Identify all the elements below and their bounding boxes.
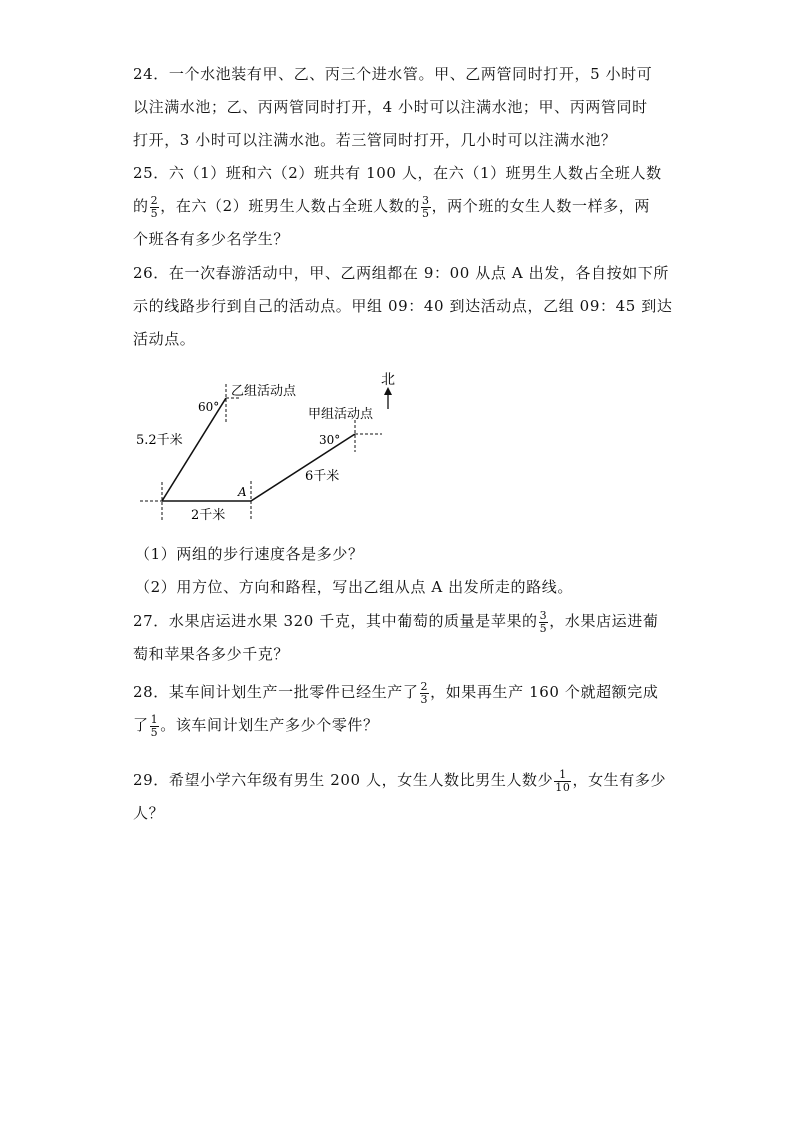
question-25 <box>133 157 681 256</box>
angle-jia-label: 30° <box>319 433 341 447</box>
q26-line-3: 活动点。 <box>133 330 196 348</box>
fraction-numerator: 2 <box>150 193 159 207</box>
q28-text-c: 了 <box>133 716 149 734</box>
q29-line-2: 人？ <box>133 804 165 822</box>
q29-text-a: 29．希望小学六年级有男生 200 人，女生人数比男生人数少 <box>133 771 554 789</box>
q25-line-2 <box>133 190 681 223</box>
fraction-denominator: 5 <box>150 725 159 739</box>
question-26-subparts <box>135 538 683 604</box>
q29-fraction <box>554 769 571 794</box>
yi-activity-label: 乙组活动点 <box>231 384 297 399</box>
fraction-denominator: 5 <box>150 206 159 220</box>
question-27 <box>133 605 681 671</box>
q25-text-c: ，两个班的女生人数一样多，两 <box>431 197 650 215</box>
q27-line-2: 萄和苹果各多少千克？ <box>133 645 290 663</box>
q28-line-2 <box>133 709 681 742</box>
question-28 <box>133 676 681 742</box>
q27-text-b: ，水果店运进葡 <box>549 612 659 630</box>
q28-fraction-1 <box>420 681 430 706</box>
q25-text-a: 的 <box>133 197 149 215</box>
fraction-numerator: 2 <box>420 679 429 693</box>
question-24 <box>133 58 681 157</box>
q26-sub-1: （1）两组的步行速度各是多少？ <box>135 545 364 563</box>
fraction-numerator: 1 <box>150 712 159 726</box>
q24-line-1: 24．一个水池装有甲、乙、丙三个进水管。甲、乙两管同时打开，5 小时可 <box>133 65 653 83</box>
q26-line-2: 示的线路步行到自己的活动点。甲组 09：40 到达活动点，乙组 09：45 到达 <box>133 297 673 315</box>
question-26 <box>133 257 681 356</box>
distance-base-label: 2千米 <box>191 508 226 523</box>
fraction-denominator: 10 <box>555 780 571 794</box>
angle-yi-label: 60° <box>198 400 220 414</box>
q27-text-a: 27．水果店运进水果 320 千克，其中葡萄的质量是苹果的 <box>133 612 538 630</box>
q27-fraction <box>539 610 549 635</box>
distance-jia-label: 6千米 <box>305 469 340 484</box>
q28-fraction-2 <box>150 714 160 739</box>
q25-line-3: 个班各有多少名学生？ <box>133 230 290 248</box>
q24-line-2: 以注满水池；乙、丙两管同时打开，4 小时可以注满水池；甲、丙两管同时 <box>133 98 648 116</box>
question-29 <box>133 764 681 830</box>
q29-text-b: ，女生有多少 <box>572 771 667 789</box>
fraction-denominator: 5 <box>539 621 548 635</box>
distance-yi-label: 5.2千米 <box>136 433 183 448</box>
route-diagram <box>130 362 400 527</box>
fraction-numerator: 1 <box>554 769 571 782</box>
q28-text-b: ，如果再生产 160 个就超额完成 <box>430 683 659 701</box>
fraction-numerator: 3 <box>421 193 430 207</box>
q28-line-1 <box>133 676 681 709</box>
q25-fraction-1 <box>150 195 160 220</box>
fraction-denominator: 3 <box>420 692 429 706</box>
q25-line-1: 25．六（1）班和六（2）班共有 100 人，在六（1）班男生人数占全班人数 <box>133 164 662 182</box>
north-label: 北 <box>381 372 395 388</box>
fraction-numerator: 3 <box>539 608 548 622</box>
q29-line-1 <box>133 764 681 797</box>
q28-text-a: 28．某车间计划生产一批零件已经生产了 <box>133 683 419 701</box>
q26-line-1: 26．在一次春游活动中，甲、乙两组都在 9：00 从点 A 出发，各自按如下所 <box>133 264 670 282</box>
fraction-denominator: 5 <box>421 206 430 220</box>
jia-activity-label: 甲组活动点 <box>308 407 374 422</box>
q25-fraction-2 <box>421 195 431 220</box>
q24-line-3: 打开，3 小时可以注满水池。若三管同时打开，几小时可以注满水池？ <box>133 131 617 149</box>
q26-sub-2: （2）用方位、方向和路程，写出乙组从点 A 出发所走的路线。 <box>135 578 573 596</box>
q28-text-d: 。该车间计划生产多少个零件？ <box>160 716 379 734</box>
point-a-label: A <box>238 485 247 499</box>
q25-text-b: ，在六（2）班男生人数占全班人数的 <box>160 197 420 215</box>
q27-line-1 <box>133 605 681 638</box>
north-arrow-head <box>384 387 392 395</box>
